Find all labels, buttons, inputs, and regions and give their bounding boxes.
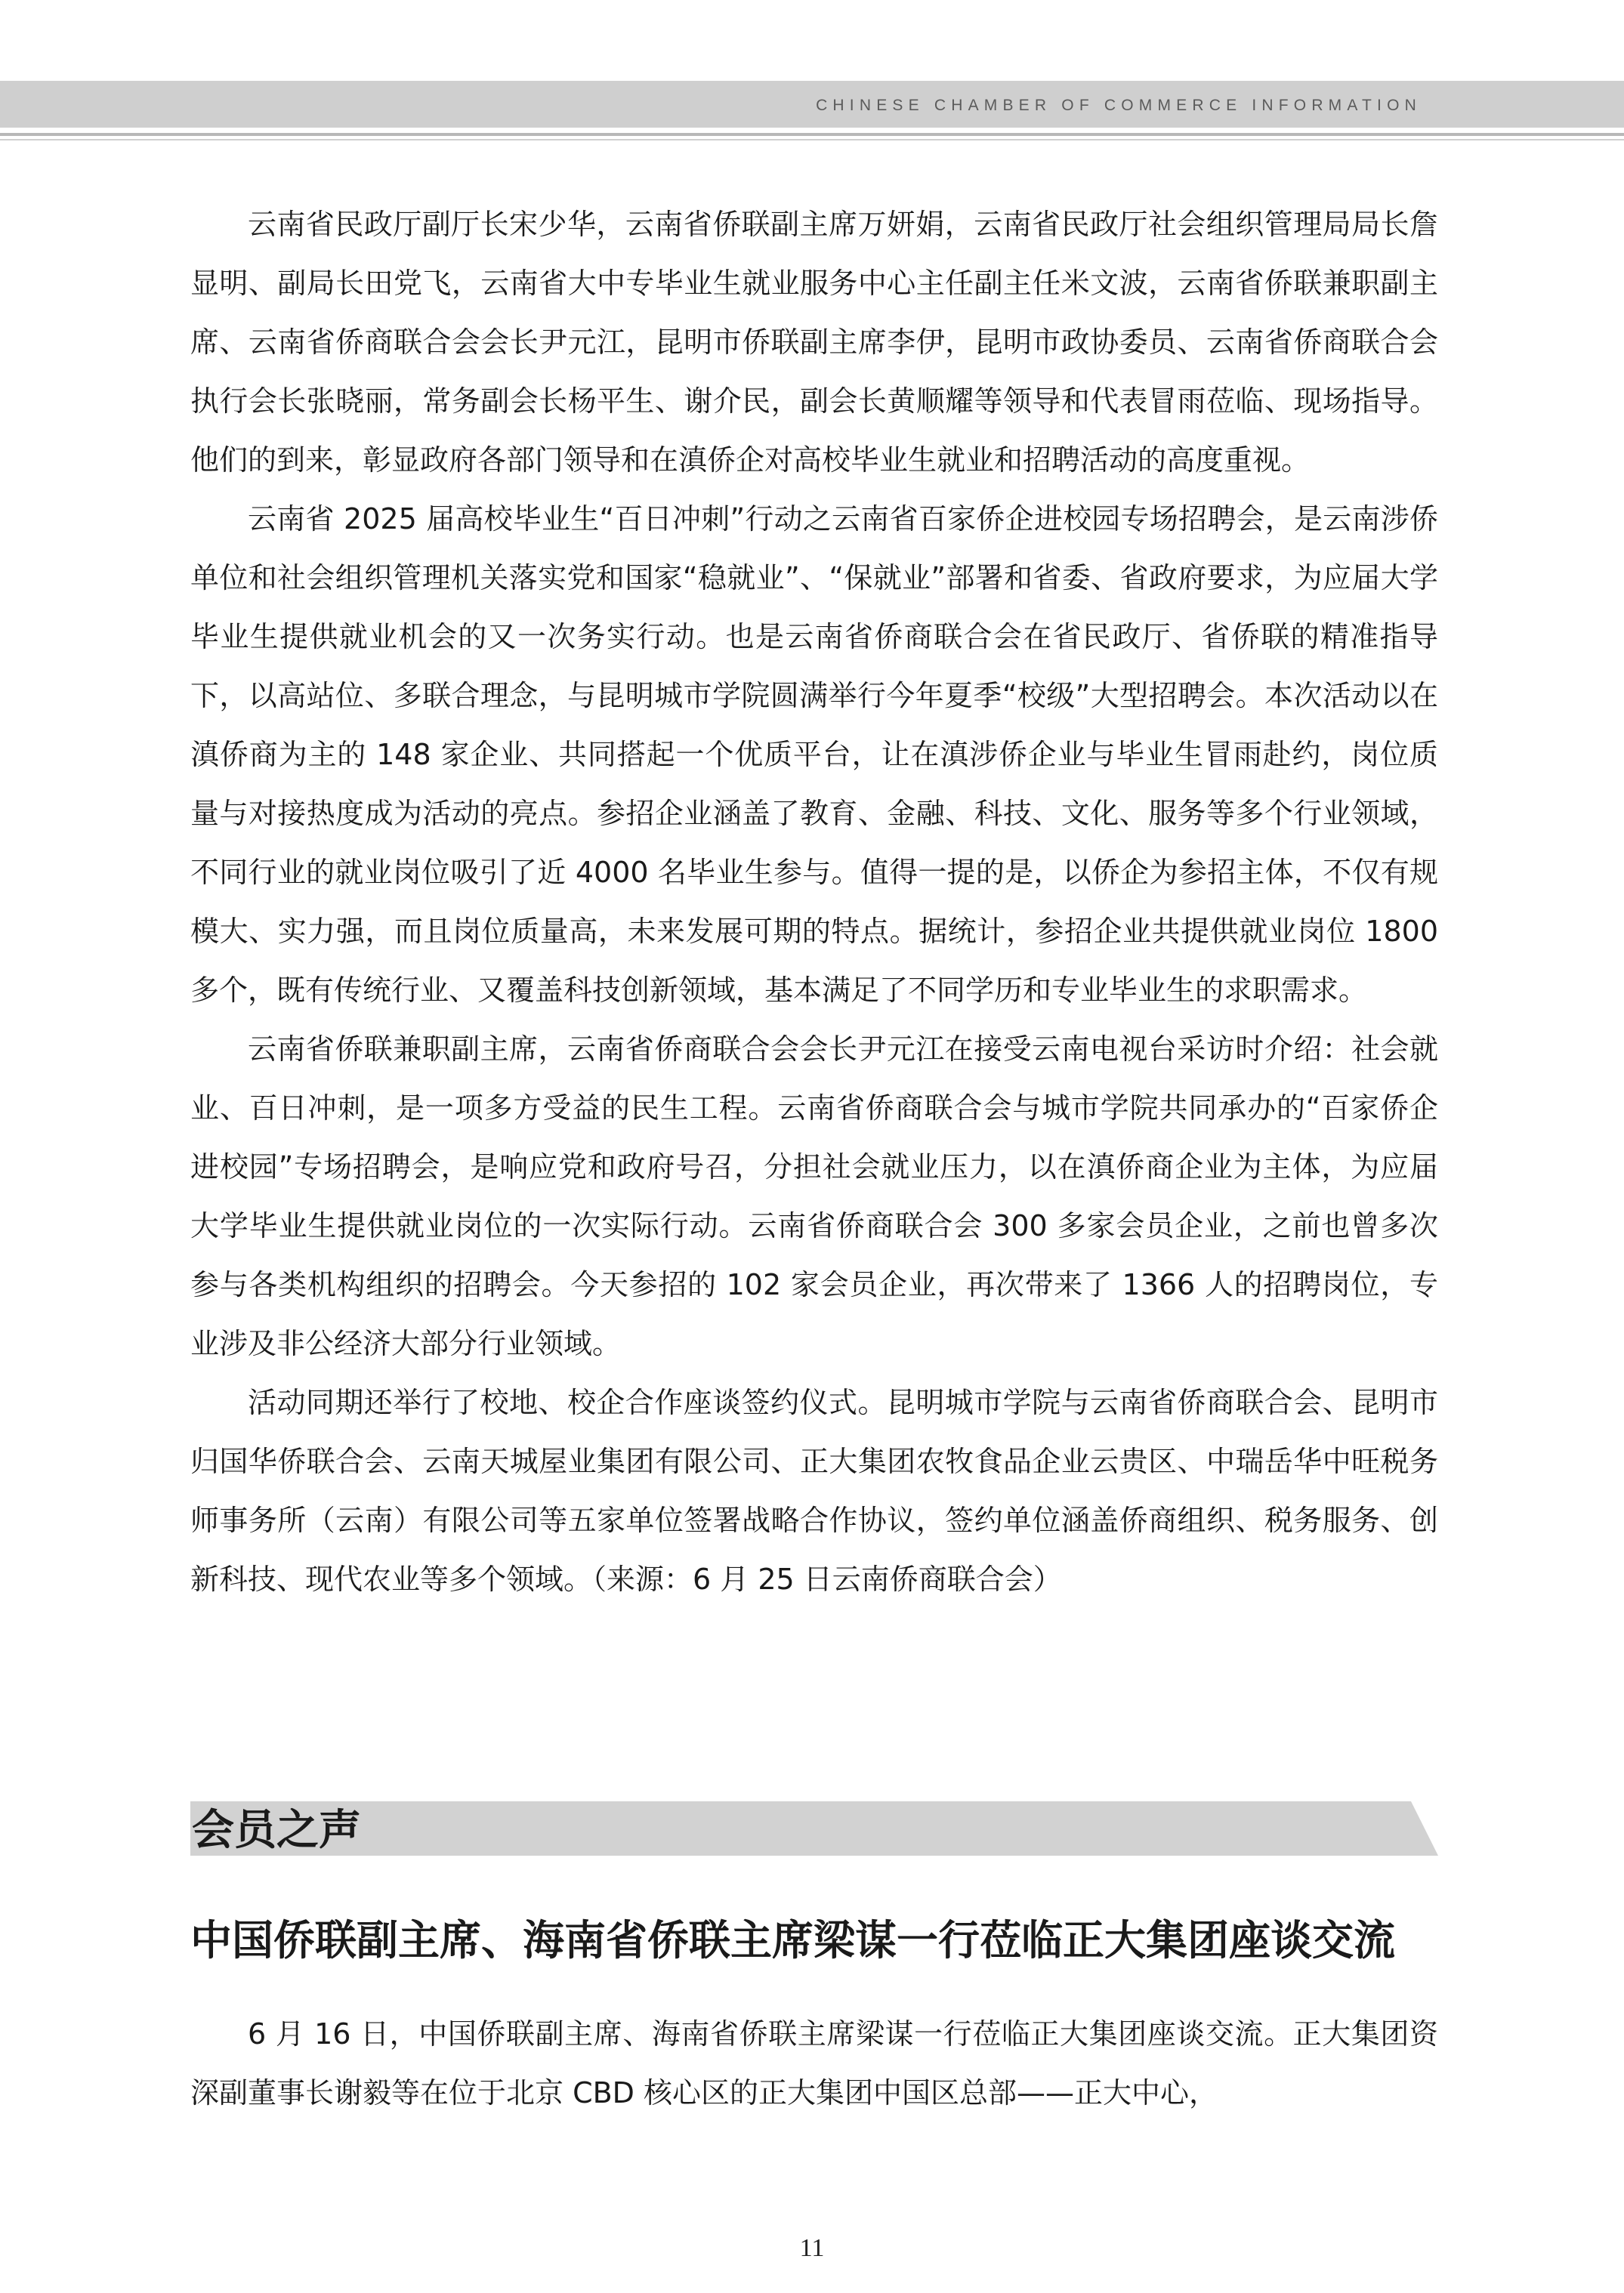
article-continuation xyxy=(190,195,1438,1609)
paragraph: 云南省侨联兼职副主席，云南省侨商联合会会长尹元江在接受云南电视台采访时介绍：社会就业、百日冲刺，是一项多方受益的民生工程。云南省侨商联合会与城市学院共同承办的“百家侨企进校园”专场招聘会，是响应党和政府号召，分担社会就业压力，以在滇侨商企业为主体，为应届大学毕业生提供就业岗位的一次实际行动。云南省侨商联合会 300 多家会员企业，之前也曾多次参与各类机构组织的招聘会。今天参招的 102 家会员企业，再次带来了 1366 人的招聘岗位，专业涉及非公经济大部分行业领域。 xyxy=(190,1032,1438,1360)
article-title: 中国侨联副主席、海南省侨联主席梁谋一行莅临正大集团座谈交流 xyxy=(190,1916,1396,1964)
paragraph: 6 月 16 日，中国侨联副主席、海南省侨联主席梁谋一行莅临正大集团座谈交流。正大集团资深副董事长谢毅等在位于北京 CBD 核心区的正大集团中国区总部——正大中心， xyxy=(190,2017,1438,2109)
header-rule xyxy=(0,133,1624,136)
section-title: 会员之声 xyxy=(192,1805,361,1855)
paragraph: 活动同期还举行了校地、校企合作座谈签约仪式。昆明城市学院与云南省侨商联合会、昆明市归国华侨联合会、云南天城屋业集团有限公司、正大集团农牧食品企业云贵区、中瑞岳华中旺税务师事务所（云南）有限公司等五家单位签署战略合作协议，签约单位涵盖侨商组织、税务服务、创新科技、现代农业等多个领域。（来源：6 月 25 日云南侨商联合会） xyxy=(190,1386,1438,1596)
running-header: CHINESE CHAMBER OF COMMERCE INFORMATION xyxy=(816,97,1422,114)
page-number: 11 xyxy=(799,2234,825,2262)
section-bar xyxy=(190,1801,1438,1856)
header-rule-secondary xyxy=(0,139,1624,140)
paragraph: 云南省民政厅副厅长宋少华，云南省侨联副主席万妍娟，云南省民政厅社会组织管理局局长詹显明、副局长田党飞，云南省大中专毕业生就业服务中心主任副主任米文波，云南省侨联兼职副主席、云南省侨商联合会会长尹元江，昆明市侨联副主席李伊，昆明市政协委员、云南省侨商联合会执行会长张晓丽，常务副会长杨平生、谢介民，副会长黄顺耀等领导和代表冒雨莅临、现场指导。他们的到来，彰显政府各部门领导和在滇侨企对高校毕业生就业和招聘活动的高度重视。 xyxy=(190,208,1438,477)
article-body xyxy=(190,2004,1438,2122)
paragraph: 云南省 2025 届高校毕业生“百日冲刺”行动之云南省百家侨企进校园专场招聘会，是云南涉侨单位和社会组织管理机关落实党和国家“稳就业”、“保就业”部署和省委、省政府要求，为应届大学毕业生提供就业机会的又一次务实行动。也是云南省侨商联合会在省民政厅、省侨联的精准指导下，以高站位、多联合理念，与昆明城市学院圆满举行今年夏季“校级”大型招聘会。本次活动以在滇侨商为主的 148 家企业、共同搭起一个优质平台，让在滇涉侨企业与毕业生冒雨赴约，岗位质量与对接热度成为活动的亮点。参招企业涵盖了教育、金融、科技、文化、服务等多个行业领域，不同行业的就业岗位吸引了近 4000 名毕业生参与。值得一提的是，以侨企为参招主体，不仅有规模大、实力强，而且岗位质量高，未来发展可期的特点。据统计，参招企业共提供就业岗位 1800 多个，既有传统行业、又覆盖科技创新领域，基本满足了不同学历和专业毕业生的求职需求。 xyxy=(190,502,1438,1007)
